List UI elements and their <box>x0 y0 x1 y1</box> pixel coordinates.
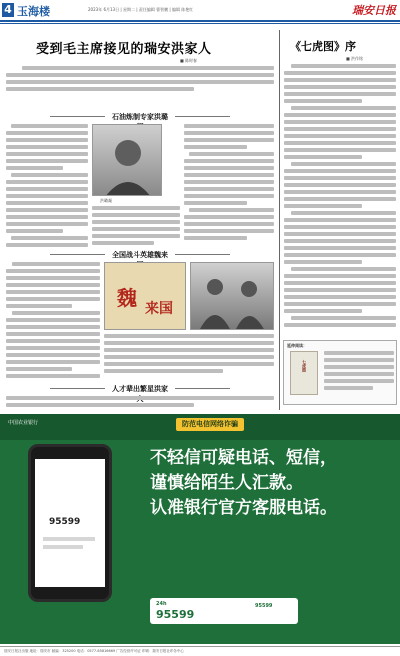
portrait-caption: 洪璐凝 <box>100 198 112 203</box>
hotline-text-line2: 办理短信验证须知，实时关注账户变动。 <box>208 611 299 617</box>
book-cover-photo <box>104 262 186 330</box>
ad-top-bar <box>0 414 400 440</box>
header-rule-thin <box>0 23 400 24</box>
hotline-text-number: 95599 <box>255 603 273 609</box>
hotline-text <box>208 602 298 618</box>
intro-paragraph <box>6 66 274 94</box>
header-rule <box>0 20 400 22</box>
right-article-title: 《七虎图》序 <box>290 40 356 53</box>
column-divider <box>279 30 280 410</box>
body-text-bottom <box>6 396 274 412</box>
page-header <box>0 0 400 20</box>
hotline-24h: 24h <box>156 601 167 607</box>
phone-message-line <box>43 537 95 541</box>
book-info-box <box>283 340 397 405</box>
svg-text:魏: 魏 <box>117 286 137 310</box>
book-cover <box>290 351 318 395</box>
section-heading-1: 石油炼制专家洪璐 <box>110 112 170 132</box>
body-text-col4 <box>6 262 100 382</box>
article-title: 受到毛主席接见的瑞安洪家人 <box>36 42 212 57</box>
section-name: 玉海楼 <box>17 5 50 18</box>
right-article-byline: ■ 洪作铭 <box>346 56 364 61</box>
section-heading-2: 全国战斗英雄魏来 <box>110 250 170 270</box>
book-cover-title: 七虎图 <box>302 360 307 372</box>
section-heading-3: 人才辈出繁星洪家 <box>110 384 170 404</box>
article-byline: ■ 陈时春 <box>180 58 198 63</box>
header-meta: 2023年 6月13日 | 星期二 | 责任编辑 曹智鹏 | 编辑 陈艳红 <box>88 7 194 12</box>
body-text-col5 <box>104 334 274 382</box>
portrait-photo <box>92 124 162 196</box>
body-text-col3 <box>184 124 274 248</box>
phone-screen-number: 95599 <box>49 517 81 527</box>
ad-headline-line3: 认准银行官方客服电话。 <box>150 498 337 518</box>
bank-advertisement <box>0 414 400 644</box>
right-article-body <box>284 64 396 336</box>
page-number: 4 <box>2 3 14 17</box>
ad-headline <box>150 446 390 521</box>
book-box-text <box>324 351 394 401</box>
svg-text:来国: 来国 <box>145 301 173 317</box>
phone-message-line <box>43 545 83 549</box>
paper-logo: 瑞安日报 <box>352 4 396 17</box>
bank-logo: 中国农业银行 <box>8 420 39 426</box>
body-text-col1 <box>6 124 88 248</box>
ad-headline-line1: 不轻信可疑电话、短信， <box>150 448 337 468</box>
ad-headline-line2: 谨慎给陌生人汇款。 <box>150 473 303 493</box>
page-footer: 瑞安日报社出版 地址：瑞安市 邮编：325200 电话：0577-65816669 广告经营许可证 印刷：瑞安日报社印务中心 <box>0 646 400 656</box>
book-box-heading: 延伸阅读： <box>287 343 307 348</box>
body-text-col2 <box>92 206 180 248</box>
soldiers-photo <box>190 262 274 330</box>
hotline-number: 95599 <box>156 608 195 621</box>
phone-screen <box>35 459 105 587</box>
ad-campaign-tag: 防范电信网络诈骗 <box>176 418 244 431</box>
phone-illustration <box>28 444 112 602</box>
hotline-text-label: 农业银行客服电话： <box>208 603 254 609</box>
